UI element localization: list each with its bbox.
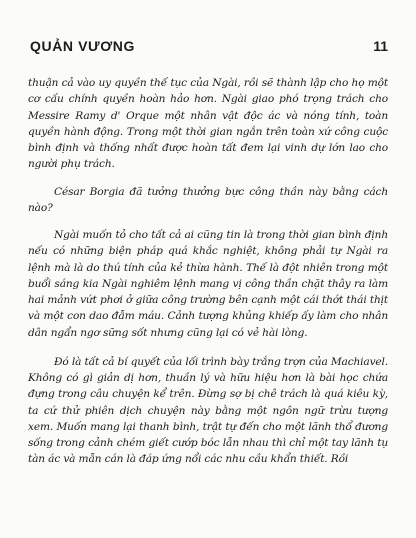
paragraph-continuation: thuận cả vào uy quyền thế tục của Ngài, rồi sẽ thành lập cho họ một cơ cấu chính quyền hoàn hảo hơn. Ngài giao phó trọng trách cho Messire Ramy d' Orque một nhân vật độc ác và nóng tính, toàn quyền hành động. Trong một thời gian ngắn trên toàn xứ công cuộc bình định và thống nhất được hoàn tất đem lại vinh dự lớn lao cho người phụ trách. — [28, 77, 388, 171]
paragraph-answer: Ngài muốn tỏ cho tất cả ai cũng tin là trong thời gian bình định nếu có những biện pháp quá khắc nghiệt, không phải tự Ngài ra lệnh mà là do thú tính của kẻ thừa hành. Thế là đột nhiên trong một buổi sáng kia Ngài nghiêm lệnh mang vị công thần chặt thây ra làm hai mảnh vứt phơi ở giữa công trường bên cạnh một cái thớt thái thịt và một con dao đẫm máu. Cảnh tượng khủng khiếp ấy làm cho nhân dân ngẩn ngơ sững sốt nhưng cũng lại có vẻ hài lòng. — [28, 229, 388, 339]
running-header — [30, 38, 388, 58]
body-text — [28, 75, 388, 468]
running-title: QUẢN VƯƠNG — [30, 38, 136, 54]
page-number: 11 — [373, 38, 388, 54]
paragraph-question: César Borgia đã tưởng thưởng bực công thần này bằng cách nào? — [28, 185, 388, 214]
paragraph-commentary: Đó là tất cả bí quyết của lối trình bày trắng trợn của Machiavel. Không có gì giản dị hơn, thuần lý và hữu hiệu hơn là bài học chứa đựng trong câu chuyện kể trên. Đừng sợ bị chê trách là quá kiêu kỳ, ta cứ thử phiên dịch chuyện này bằng một ngôn ngữ trừu tượng xem. Muốn mang lại thanh bình, trật tự đến cho một lãnh thổ đương sống trong cảnh chém giết cướp bóc lẫn nhau thì chỉ một tay lãnh tụ tàn ác và mẫn cán là đáp ứng nổi các nhu cầu khẩn thiết. Rồi — [28, 355, 388, 466]
